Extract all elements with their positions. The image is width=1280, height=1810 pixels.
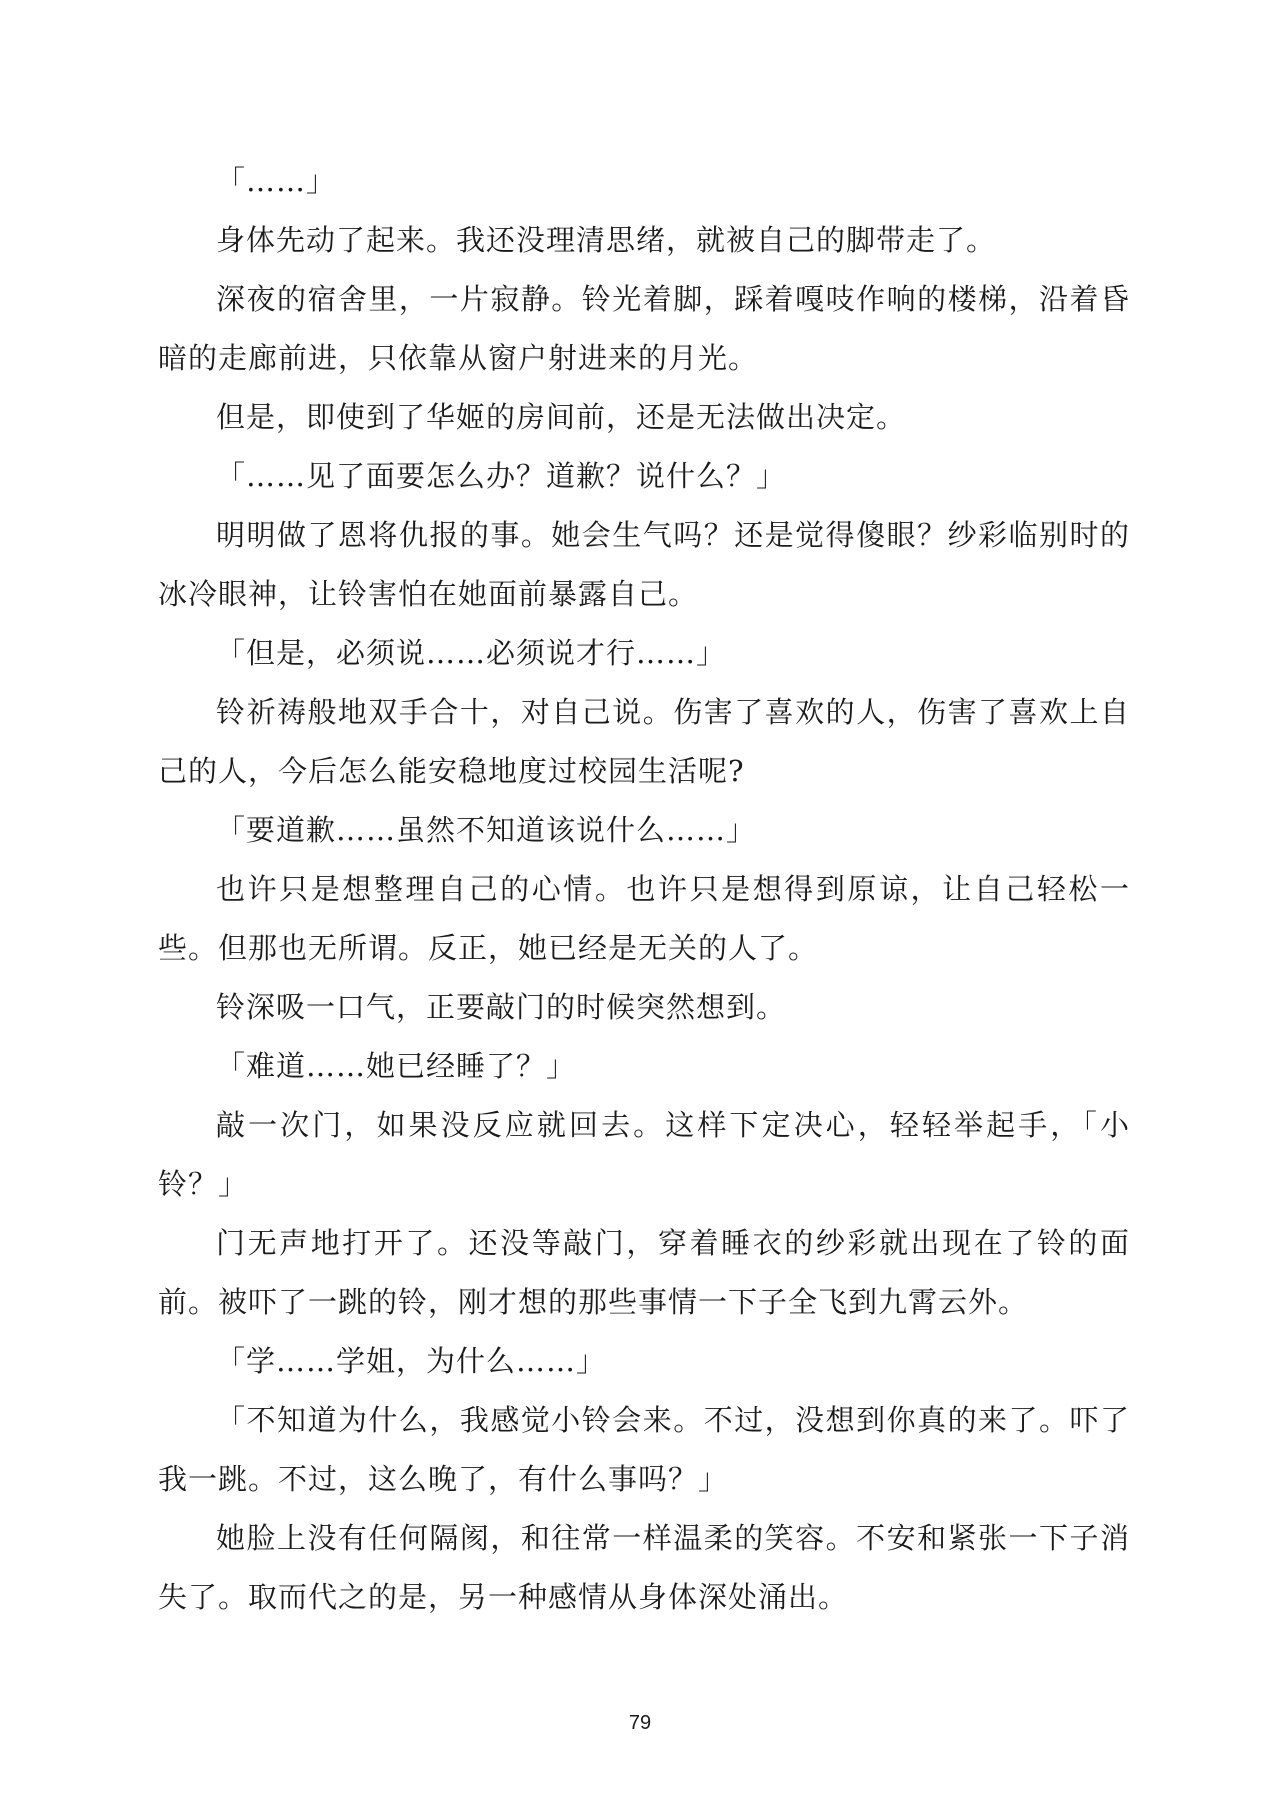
paragraph: 身体先动了起来。我还没理清思绪，就被自己的脚带走了。	[216, 223, 997, 257]
paragraph: 铃深吸一口气，正要敲门的时候突然想到。	[216, 990, 787, 1024]
paragraph: 「但是，必须说……必须说才行……」	[216, 636, 727, 670]
paragraph: 深夜的宿舍里，一片寂静。铃光着脚，踩着嘎吱作响的楼梯，沿着昏暗的走廊前进，只依靠从窗户射进来的月光。	[158, 282, 1130, 375]
page-number: 79	[628, 1712, 652, 1734]
body-text	[158, 152, 1130, 1627]
paragraph: 明明做了恩将仇报的事。她会生气吗？还是觉得傻眼？纱彩临别时的冰冷眼神，让铃害怕在她面前暴露自己。	[158, 518, 1130, 611]
paragraph: 「学……学姐，为什么……」	[216, 1344, 607, 1378]
paragraph: 但是，即使到了华姬的房间前，还是无法做出决定。	[216, 400, 907, 434]
paragraph: 「……见了面要怎么办？道歉？说什么？」	[216, 459, 787, 493]
paragraph: 「难道……她已经睡了？」	[216, 1049, 577, 1083]
paragraph: 「不知道为什么，我感觉小铃会来。不过，没想到你真的来了。吓了我一跳。不过，这么晚了，有什么事吗？」	[158, 1403, 1130, 1496]
paragraph: 「……」	[216, 164, 337, 198]
paragraph: 「要道歉……虽然不知道该说什么……」	[216, 813, 757, 847]
paragraph: 铃祈祷般地双手合十，对自己说。伤害了喜欢的人，伤害了喜欢上自己的人，今后怎么能安稳地度过校园生活呢?	[158, 695, 1130, 788]
paragraph: 也许只是想整理自己的心情。也许只是想得到原谅，让自己轻松一些。但那也无所谓。反正，她已经是无关的人了。	[158, 872, 1130, 965]
paragraph: 敲一次门，如果没反应就回去。这样下定决心，轻轻举起手，「小铃？」	[158, 1108, 1130, 1201]
paragraph: 她脸上没有任何隔阂，和往常一样温柔的笑容。不安和紧张一下子消失了。取而代之的是，另一种感情从身体深处涌出。	[158, 1521, 1130, 1614]
paragraph: 门无声地打开了。还没等敲门，穿着睡衣的纱彩就出现在了铃的面前。被吓了一跳的铃，刚才想的那些事情一下子全飞到九霄云外。	[158, 1226, 1130, 1319]
